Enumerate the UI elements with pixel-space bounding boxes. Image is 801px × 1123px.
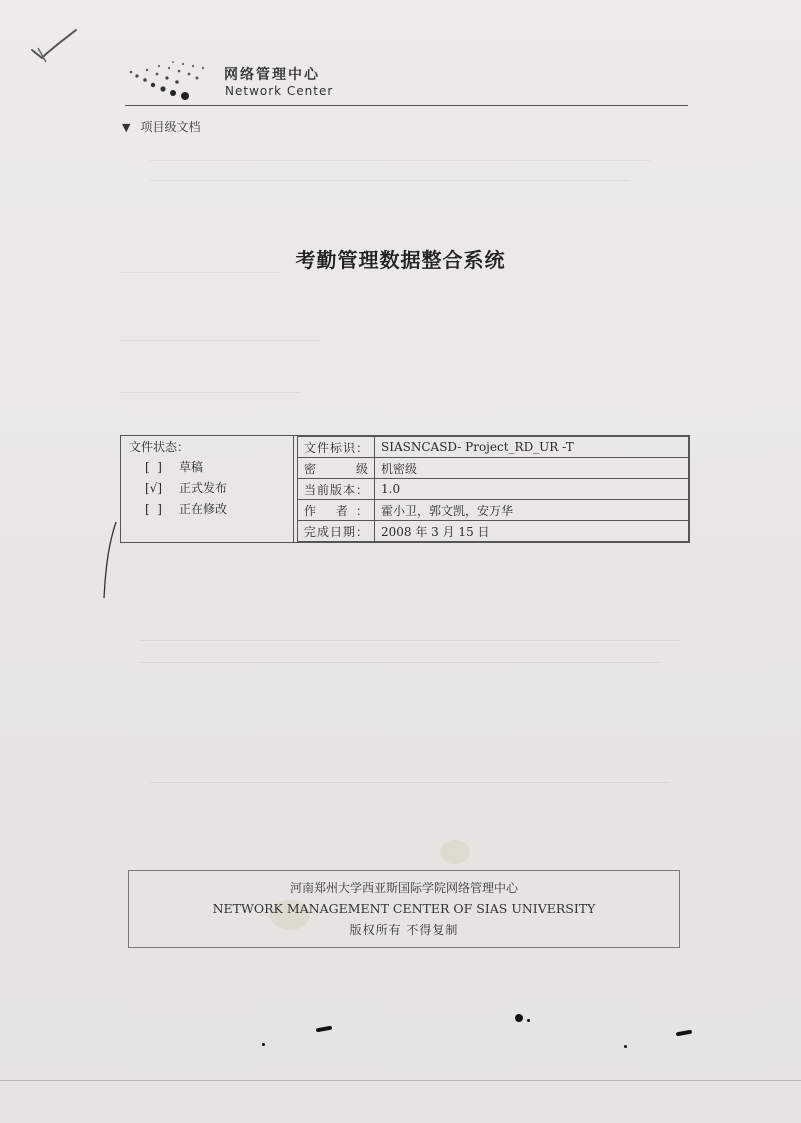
- ink-dot: [515, 1014, 523, 1022]
- bleed-through-line: [150, 180, 630, 181]
- status-checkbox: [ ]: [145, 460, 162, 474]
- bleed-through-line: [150, 160, 650, 161]
- paper-stain: [440, 840, 470, 864]
- meta-value: SIASNCASD- Project_RD_UR -T: [375, 437, 689, 458]
- status-label: 正在修改: [179, 502, 228, 516]
- meta-row-authors: [298, 500, 689, 521]
- file-status-heading: 文件状态：: [129, 440, 190, 454]
- meta-key: 作 者：: [298, 500, 375, 521]
- bleed-through-line: [150, 782, 670, 783]
- meta-value: 机密级: [375, 458, 689, 479]
- file-status-panel: [121, 436, 294, 542]
- header-divider: [125, 105, 688, 106]
- triangle-bullet-icon: ▼: [122, 121, 131, 134]
- status-checkbox: [√]: [145, 481, 163, 495]
- meta-row-identifier: [298, 437, 689, 458]
- status-label: 草稿: [179, 460, 204, 474]
- doc-level-text: 项目级文档: [140, 120, 201, 134]
- bleed-through-line: [120, 340, 320, 341]
- ink-dot: [262, 1043, 265, 1046]
- ink-dot: [624, 1045, 627, 1048]
- meta-value: 2008 年 3 月 15 日: [375, 521, 689, 542]
- meta-row-security-level: [298, 458, 689, 479]
- page-bottom-edge: [0, 1080, 801, 1081]
- org-name-en: Network Center: [225, 84, 334, 98]
- meta-row-version: [298, 479, 689, 500]
- pen-stroke: [96, 520, 120, 600]
- meta-key: 密 级: [298, 458, 375, 479]
- copyright-notice: 版权所有 不得复制: [349, 923, 459, 937]
- document-info-box: [120, 435, 690, 543]
- status-checkbox: [ ]: [145, 502, 162, 516]
- status-item-published: [145, 479, 227, 496]
- meta-key: 完成日期：: [298, 521, 375, 542]
- document-meta-table: [297, 436, 689, 542]
- org-name-cn: 网络管理中心: [224, 67, 320, 83]
- bleed-through-line: [140, 662, 660, 663]
- meta-key: 文件标识：: [298, 437, 375, 458]
- handwritten-check-mark: [28, 24, 84, 68]
- ink-mark: [676, 1030, 692, 1037]
- copyright-box: [128, 870, 680, 948]
- meta-value: 1.0: [375, 479, 689, 500]
- document-title: 考勤管理数据整合系统: [295, 248, 506, 272]
- network-center-logo: [125, 58, 221, 104]
- meta-row-completion-date: [298, 521, 689, 542]
- meta-key: 当前版本：: [298, 479, 375, 500]
- status-label: 正式发布: [179, 481, 228, 495]
- bleed-through-line: [140, 640, 680, 641]
- meta-value: 霍小卫，郭文凯，安万华: [375, 500, 689, 521]
- status-item-modifying: [145, 500, 227, 517]
- bleed-through-line: [120, 392, 300, 393]
- ink-mark: [316, 1026, 332, 1033]
- doc-level-label: [122, 118, 200, 135]
- status-item-draft: [145, 458, 203, 475]
- ink-dot: [527, 1019, 530, 1022]
- copyright-org-cn: 河南郑州大学西亚斯国际学院网络管理中心: [289, 881, 518, 895]
- copyright-org-en: NETWORK MANAGEMENT CENTER OF SIAS UNIVERSITY: [212, 901, 596, 916]
